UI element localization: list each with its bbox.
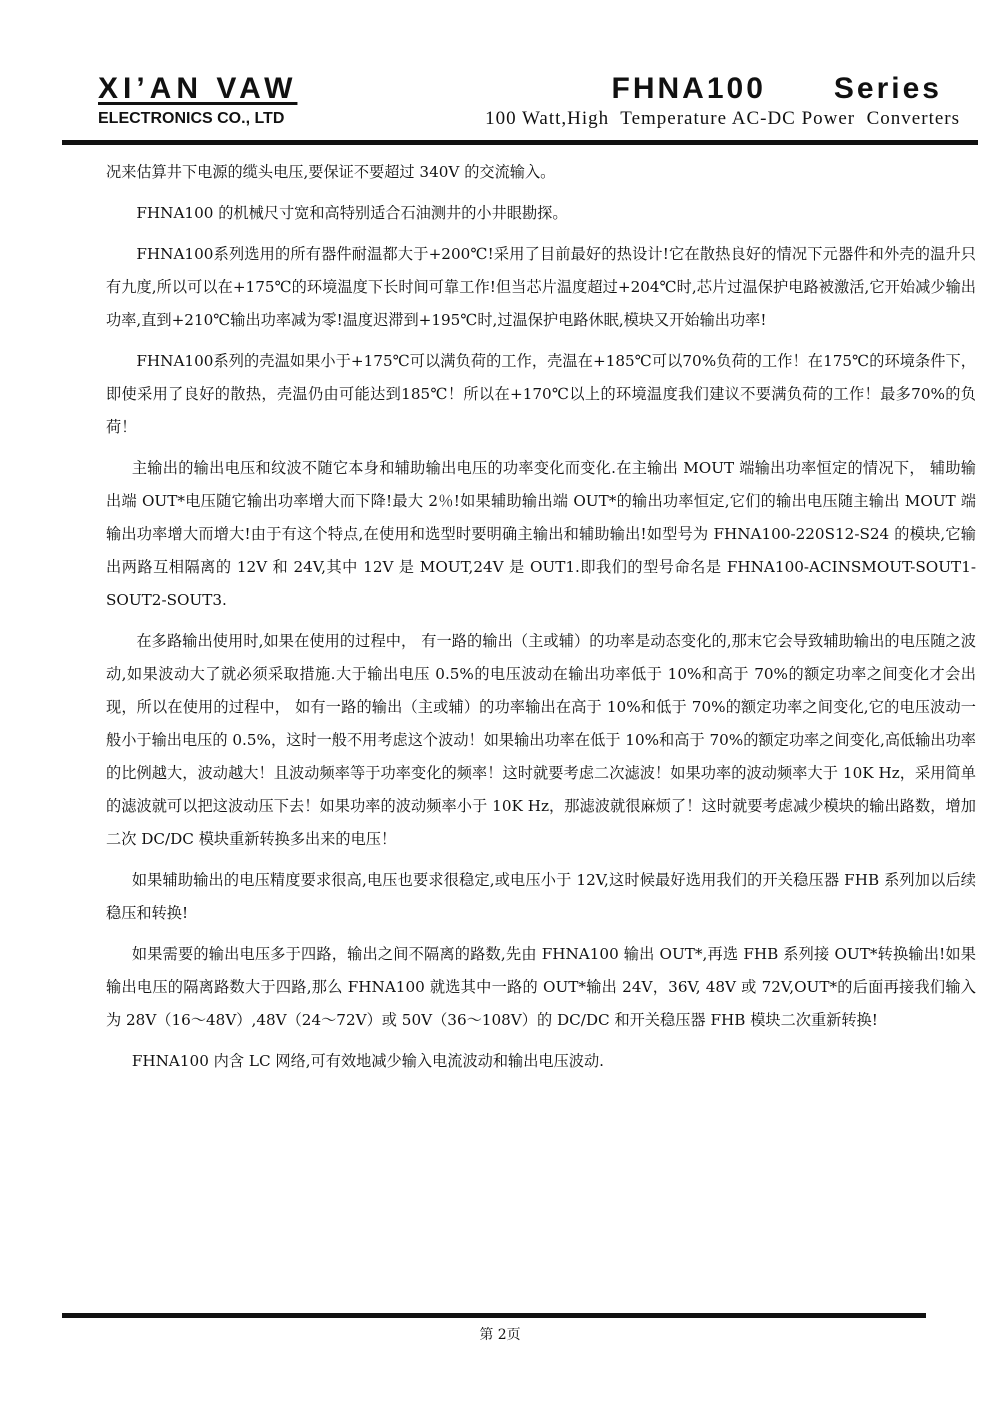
paragraph-5: 主输出的输出电压和纹波不随它本身和辅助输出电压的功率变化而变化.在主输出 MOUT 端输出功率恒定的情况下， 辅助输出端 OUT*电压随它输出功率增大而下降!最大 2％!如果辅助输出端 OUT*的输出功率恒定,它们的输出电压随主输出 MOUT 端输出功率增大而增大!由于有这个特点,在使用和选型时要明确主输出和辅助输出!如型号为 FHNA100-220S12-S24 的模块,它输出两路互相隔离的 12V 和 24V,其中 12V 是 MOUT,24V 是 OUT1.即我们的型号命名是 FHNA100-ACINSMOUT-SOUT1-SOUT2-SOUT3. [106,459,976,609]
company-name: XI’AN VAW [98,72,298,105]
paragraph-7: 如果辅助输出的电压精度要求很高,电压也要求很稳定,或电压小于 12V,这时候最好选用我们的开关稳压器 FHB 系列加以后续稳压和转换! [106,871,976,922]
paragraph-4: FHNA100系列的壳温如果小于+175℃可以满负荷的工作，壳温在+185℃可以70%负荷的工作！在175℃的环境条件下，即使采用了良好的散热，壳温仍由可能达到185℃！所以在+170℃以上的环境温度我们建议不要满负荷的工作！最多70%的负荷！ [106,352,976,436]
header-rule [62,140,978,145]
paragraph-1: 况来估算井下电源的缆头电压,要保证不要超过 340V 的交流输入。 [106,163,556,181]
paragraph-9: FHNA100 内含 LC 网络,可有效地减少输入电流波动和输出电压波动. [131,1052,605,1070]
company-subtitle: ELECTRONICS CO., LTD [98,110,285,127]
paragraph-6: 在多路输出使用时,如果在使用的过程中， 有一路的输出（主或辅）的功率是动态变化的,那末它会导致辅助输出的电压随之波动,如果波动大了就必须采取措施.大于输出电压 0.5%的电压波动在输出功率低于 10%和高于 70%的额定功率之间变化才会出现，所以在使用的过程中， 如有一路的输出（主或辅）的功率输出在高于 10%和低于 70%的额定功率之间变化,它的电压波动一般小于输出电压的 0.5%，这时一般不用考虑这个波动！如果输出功率在低于 10%和高于 70%的额定功率之间变化,高低输出功率的比例越大，波动越大！且波动频率等于功率变化的频率！这时就要考虑二次滤波！如果功率的波动频率大于 10K Hz，采用简单的滤波就可以把这波动压下去！如果功率的波动频率小于 10K Hz，那滤波就很麻烦了！这时就要考虑减少模块的输出路数，增加二次 DC/DC 模块重新转换多出来的电压！ [106,632,976,848]
series-title: FHNA100 Series [611,72,942,105]
series-subtitle: 100 Watt,High Temperature AC-DC Power Converters [485,108,960,129]
paragraph-3: FHNA100系列选用的所有器件耐温都大于+200℃!采用了目前最好的热设计!它在散热良好的情况下元器件和外壳的温升只有九度,所以可以在+175℃的环境温度下长时间可靠工作!但当芯片温度超过+204℃时,芯片过温保护电路被激活,它开始减少输出功率,直到+210℃输出功率减为零!温度迟滞到+195℃时,过温保护电路休眠,模块又开始输出功率! [106,245,976,329]
page-number: 第 2页 [479,1327,521,1343]
document-body [106,156,976,1086]
footer-rule [62,1313,926,1318]
paragraph-2: FHNA100 的机械尺寸宽和高特别适合石油测井的小井眼勘探。 [136,204,568,222]
paragraph-8: 如果需要的输出电压多于四路，输出之间不隔离的路数,先由 FHNA100 输出 OUT*,再选 FHB 系列接 OUT*转换输出!如果输出电压的隔离路数大于四路,那么 FHNA100 就选其中一路的 OUT*输出 24V，36V, 48V 或 72V,OUT*的后面再接我们输入为 28V（16～48V）,48V（24～72V）或 50V（36～108V）的 DC/DC 和开关稳压器 FHB 模块二次重新转换! [106,945,976,1029]
